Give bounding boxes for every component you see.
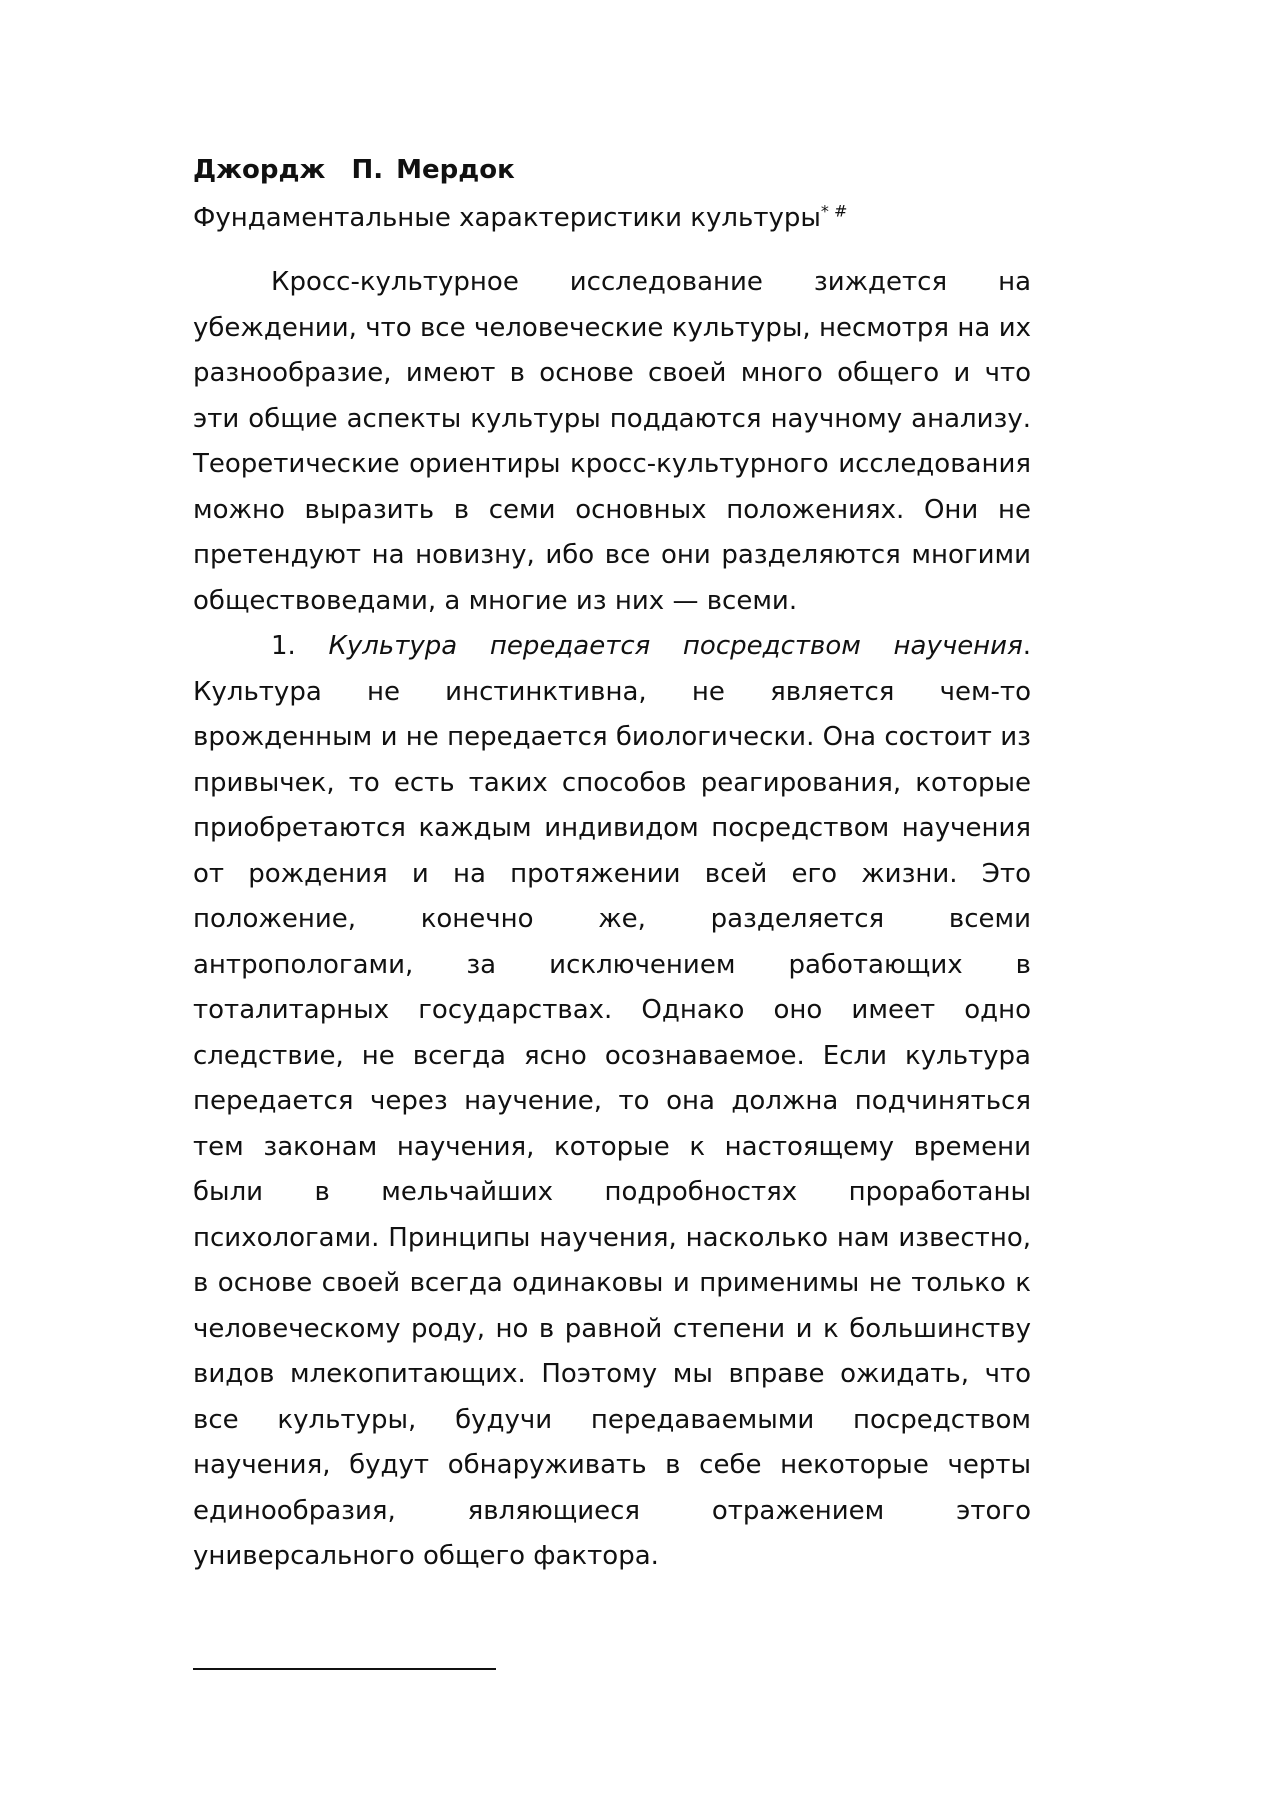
footnote-separator xyxy=(193,1668,496,1670)
article-body xyxy=(193,260,1031,1580)
point-1-number: 1. xyxy=(271,631,296,661)
article-title xyxy=(193,198,1031,238)
point-1-text: Культура не инстинктивна, не является чем-то врожденным и не передается биологически. Она состоит из привычек, то есть таких способов реагирования, которые приобретаются каждым индивидом посредством научения от рождения и на протяжении всей его жизни. Это положение, конечно же, разделяется всеми антропологами, за исключением работающих в тоталитарных государствах. Однако оно имеет одно следствие, не всегда ясно осознаваемое. Если культура передается через научение, то она должна подчиняться тем законам научения, которые к настоящему времени были в мельчайших подробностях проработаны психологами. Принципы научения, насколько нам известно, в основе своей всегда одинаковы и применимы не только к человеческому роду, но в равной степени и к большинству видов млекопитающих. Поэтому мы вправе ожидать, что все культуры, будучи передаваемыми посредством научения, будут обнаруживать в себе некоторые черты единообразия, являющиеся отражением этого универсального общего фактора. xyxy=(193,676,1031,1571)
footnote-marks: * # xyxy=(820,201,848,221)
point-1-heading: Культура передается посредством научения xyxy=(328,631,1023,661)
intro-paragraph: Кросс-культурное исследование зиждется на убеждении, что все человеческие культуры, несмотря на их разнообразие, имеют в основе своей много общего и что эти общие аспекты культуры поддаются научному анализу. Теоретические ориентиры кросс-культурного исследования можно выразить в семи основных положениях. Они не претендуют на новизну, ибо все они разделяются многими обществоведами, а многие из них — всеми. xyxy=(193,267,1031,616)
document-content xyxy=(193,150,1031,1580)
point-1-paragraph xyxy=(193,624,1031,1580)
author-name: Джордж П. Мердок xyxy=(193,155,515,185)
point-1-heading-end: . xyxy=(1022,631,1031,661)
article-title-text: Фундаментальные характеристики культуры xyxy=(193,203,821,233)
